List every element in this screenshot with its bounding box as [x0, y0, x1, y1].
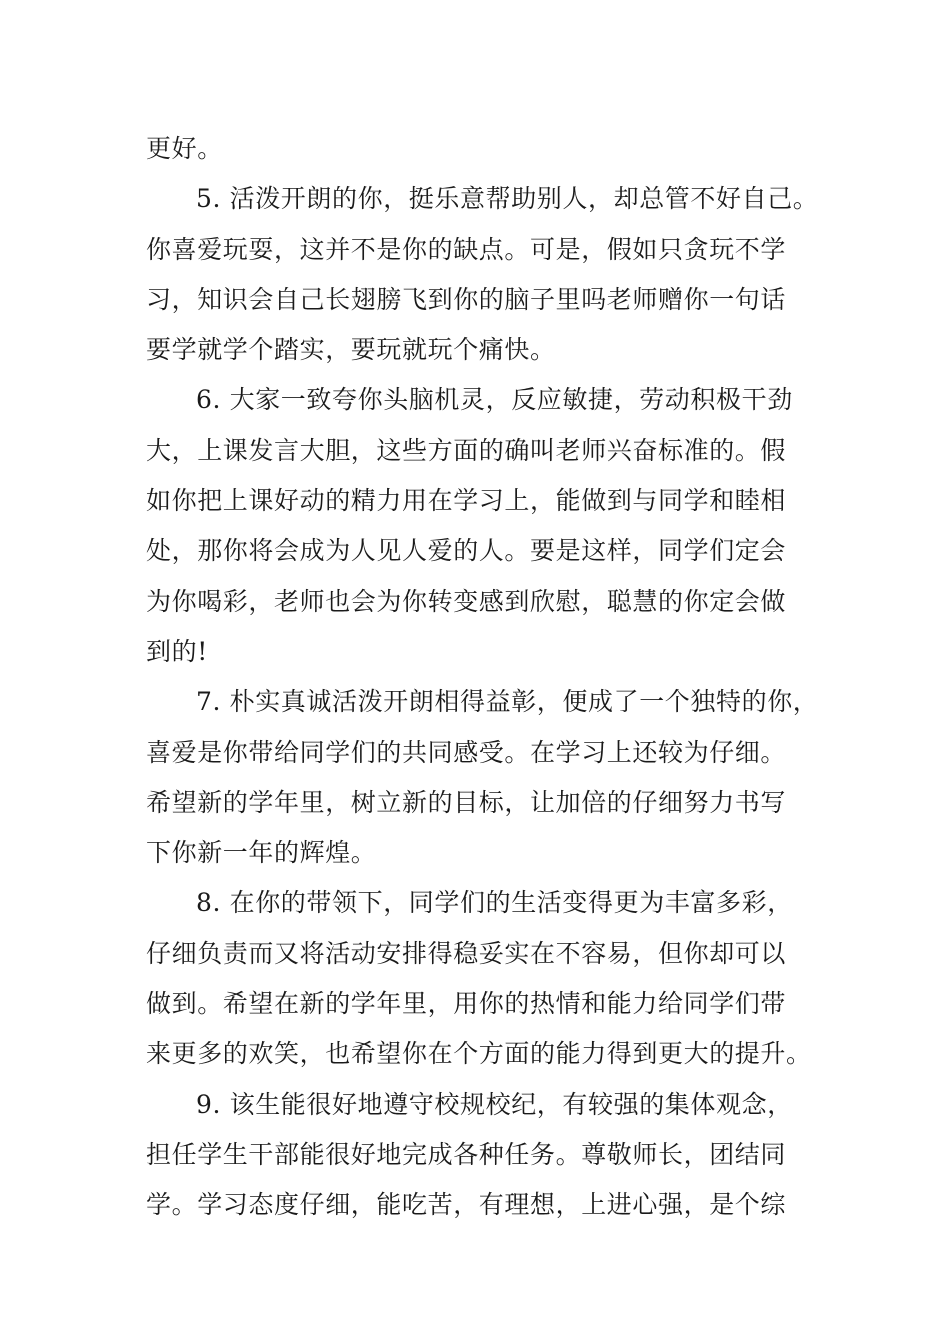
- text-line: 为你喝彩，老师也会为你转变感到欣慰，聪慧的你定会做: [146, 586, 787, 616]
- document-body-text: [146, 124, 836, 1231]
- text-line: 担任学生干部能很好地完成各种任务。尊敬师长，团结同: [146, 1139, 787, 1169]
- text-line: 如你把上课好动的精力用在学习上，能做到与同学和睦相: [146, 486, 787, 516]
- text-line: 更好。: [146, 134, 223, 163]
- text-line: 大，上课发言大胆，这些方面的确叫老师兴奋标准的。假: [146, 435, 787, 465]
- text-line: 6. 大家一致夸你头脑机灵，反应敏捷，劳动积极干劲: [196, 385, 793, 415]
- text-line: 学。学习态度仔细，能吃苦，有理想，上进心强，是个综: [146, 1190, 787, 1220]
- text-line: 喜爱是你带给同学们的共同感受。在学习上还较为仔细。: [146, 737, 787, 767]
- text-line: 习，知识会自己长翅膀飞到你的脑子里吗老师赠你一句话: [146, 284, 787, 314]
- text-line: 仔细负责而又将活动安排得稳妥实在不容易，但你却可以: [146, 938, 787, 968]
- text-line: 做到。希望在新的学年里，用你的热情和能力给同学们带: [146, 989, 787, 1019]
- text-line: 你喜爱玩耍，这并不是你的缺点。可是，假如只贪玩不学: [146, 234, 787, 264]
- text-line: 5. 活泼开朗的你，挺乐意帮助别人，却总管不好自己。: [196, 184, 819, 214]
- text-line: 处，那你将会成为人见人爱的人。要是这样，同学们定会: [146, 536, 787, 566]
- text-line: 7. 朴实真诚活泼开朗相得益彰，便成了一个独特的你，: [196, 687, 819, 717]
- text-line: 9. 该生能很好地遵守校规校纪，有较强的集体观念，: [196, 1089, 793, 1119]
- text-line: 希望新的学年里，树立新的目标，让加倍的仔细努力书写: [146, 787, 787, 817]
- text-line: 到的!: [146, 636, 208, 666]
- text-line: 要学就学个踏实，要玩就玩个痛快。: [146, 335, 556, 365]
- text-line: 下你新一年的辉煌。: [146, 838, 377, 868]
- text-line: 来更多的欢笑，也希望你在个方面的能力得到更大的提升。: [146, 1039, 812, 1069]
- text-line: 8. 在你的带领下，同学们的生活变得更为丰富多彩，: [196, 888, 793, 918]
